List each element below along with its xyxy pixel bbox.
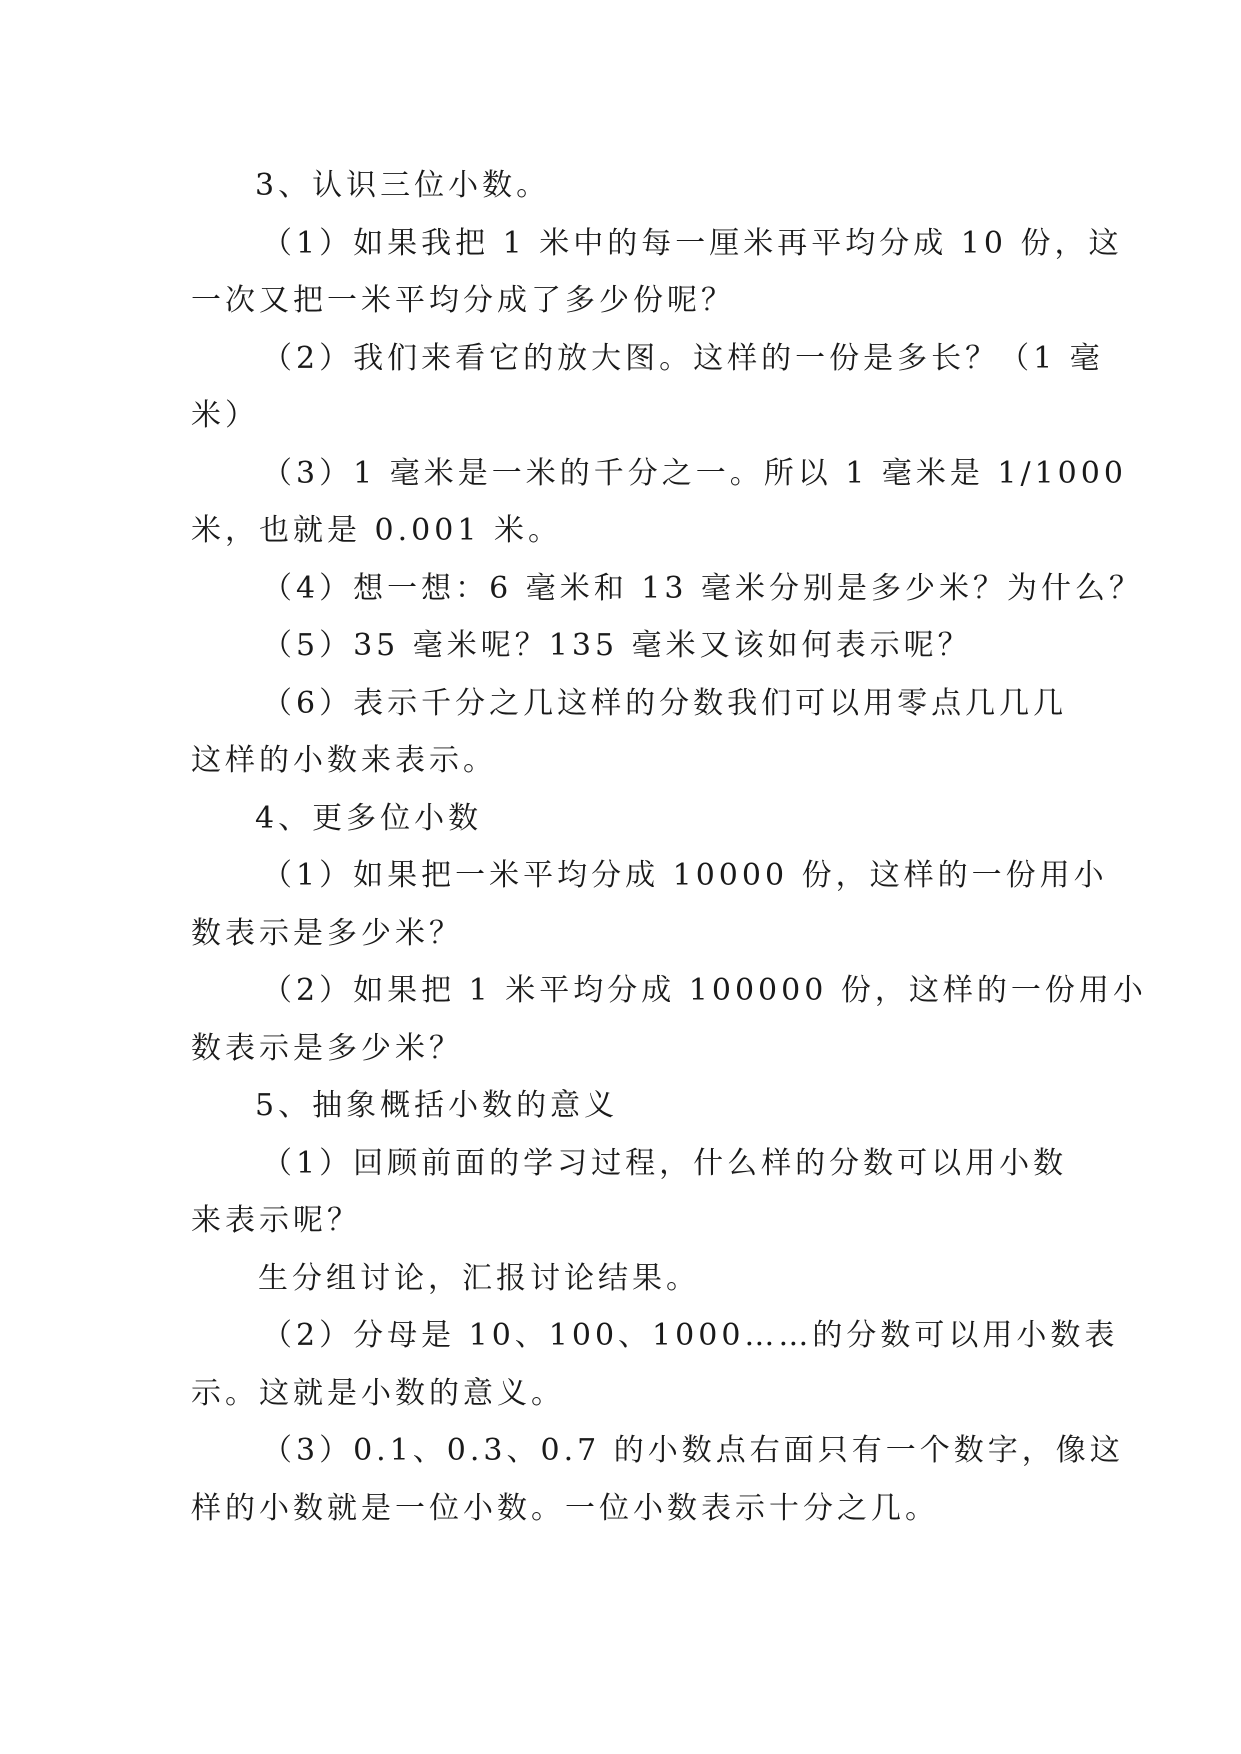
- paragraph-line: 示。这就是小数的意义。: [191, 1376, 565, 1411]
- paragraph-line: （1）如果把一米平均分成 10000 份，这样的一份用小: [262, 858, 1108, 893]
- paragraph-line: （2）分母是 10、100、1000……的分数可以用小数表: [262, 1318, 1119, 1353]
- paragraph-line: （2）我们来看它的放大图。这样的一份是多长？（1 毫: [262, 341, 1104, 376]
- paragraph-line: （3）1 毫米是一米的千分之一。所以 1 毫米是 1/1000: [262, 456, 1127, 491]
- paragraph-line: 一次又把一米平均分成了多少份呢？: [191, 283, 735, 318]
- section-heading-5: 5、抽象概括小数的意义: [255, 1088, 619, 1123]
- paragraph-line: 样的小数就是一位小数。一位小数表示十分之几。: [191, 1491, 939, 1526]
- paragraph-line: （4）想一想：6 毫米和 13 毫米分别是多少米？为什么？: [262, 571, 1143, 606]
- paragraph-line: （1）回顾前面的学习过程，什么样的分数可以用小数: [262, 1146, 1068, 1181]
- paragraph-line: （3）0.1、0.3、0.7 的小数点右面只有一个数字，像这: [262, 1433, 1124, 1468]
- section-heading-3: 3、认识三位小数。: [255, 168, 551, 203]
- paragraph-line: 米，也就是 0.001 米。: [191, 513, 562, 548]
- paragraph-line: （6）表示千分之几这样的分数我们可以用零点几几几: [262, 686, 1068, 721]
- paragraph-line: 数表示是多少米？: [191, 916, 463, 951]
- paragraph-line: 这样的小数来表示。: [191, 743, 497, 778]
- section-heading-4: 4、更多位小数: [255, 801, 483, 836]
- paragraph-line: （2）如果把 1 米平均分成 100000 份，这样的一份用小: [262, 973, 1147, 1008]
- paragraph-line: （1）如果我把 1 米中的每一厘米再平均分成 10 份，这: [262, 226, 1123, 261]
- paragraph-line: 数表示是多少米？: [191, 1031, 463, 1066]
- paragraph-line: 米）: [191, 398, 259, 433]
- paragraph-line: 来表示呢？: [191, 1203, 361, 1238]
- paragraph-line: 生分组讨论，汇报讨论结果。: [258, 1261, 700, 1296]
- paragraph-line: （5）35 毫米呢？135 毫米又该如何表示呢？: [262, 628, 972, 663]
